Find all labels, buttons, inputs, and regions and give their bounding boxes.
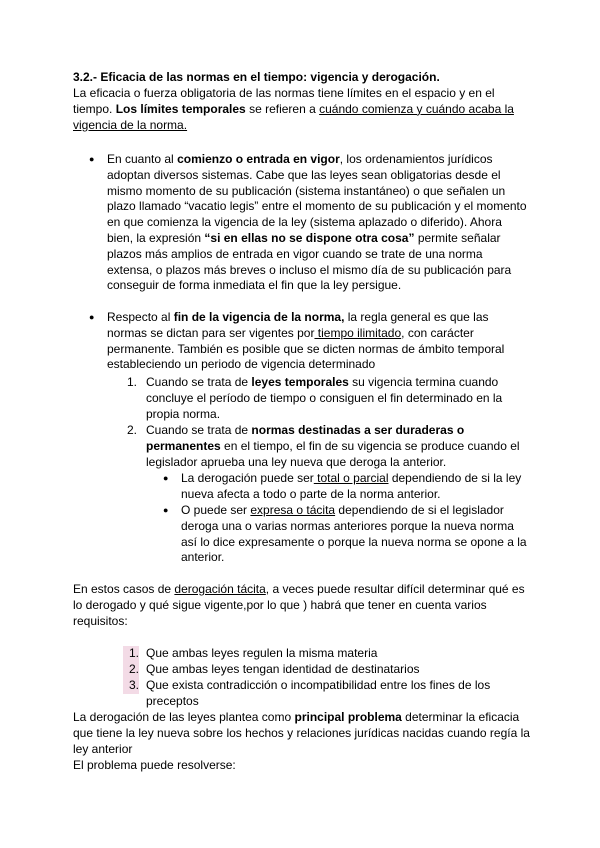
list-number: 1. bbox=[123, 646, 139, 662]
paragraph-principal-problema bbox=[73, 710, 533, 757]
sub1-pre: La derogación puede ser bbox=[181, 471, 314, 485]
paragraph-derogacion-tacita bbox=[73, 582, 533, 629]
list-number: 2. bbox=[126, 423, 137, 437]
intro-paragraph bbox=[73, 86, 533, 133]
bullet-dot-icon: ● bbox=[89, 154, 95, 164]
item2-tail: en el tiempo, el fin de su vigencia se produce cuando el legislador aprueba una ley nueva que deroga la anterior. bbox=[146, 438, 520, 469]
bullet2-mid: la regla general es que las normas se dictan para ser vigentes por bbox=[107, 310, 489, 340]
subbullet-total-parcial bbox=[181, 471, 531, 503]
para2-tail: determinar la eficacia que tiene la ley nueva sobre los hechos y relaciones jurídicas nacidas cuando regía la ley anterior bbox=[73, 710, 530, 756]
bullet1-tail: permite señalar plazos más amplios de entrada en vigor cuando se trate de una norma extensa, o plazos más breves o incluso el mismo día de su publicación para conseguir de forma inmediata el fin que la ley persigue. bbox=[107, 230, 512, 293]
list-item-leyes-temporales bbox=[146, 375, 531, 422]
intro-underline: cuándo comienza y cuándo acaba la vigencia de la norma. bbox=[73, 101, 514, 132]
requisito-item: Que exista contradicción o incompatibilidad entre los fines de los preceptos bbox=[146, 678, 491, 708]
para1-pre: En estos casos de bbox=[73, 582, 175, 596]
bullet2-bold: fin de la vigencia de la norma, bbox=[173, 310, 345, 324]
requisito-item: Que ambas leyes regulen la misma materia bbox=[146, 646, 378, 660]
sub1-underline: total o parcial bbox=[313, 471, 389, 485]
bullet1-bold2: “si en ellas no se dispone otra cosa” bbox=[204, 230, 415, 245]
item1-bold: leyes temporales bbox=[251, 375, 349, 389]
intro-bold: Los límites temporales bbox=[115, 101, 246, 116]
section-title: 3.2.- Eficacia de las normas en el tiempo: vigencia y derogación. bbox=[73, 70, 440, 84]
para2-pre: La derogación de las leyes plantea como bbox=[73, 710, 295, 724]
bullet2-underline: tiempo ilimitado bbox=[314, 325, 402, 340]
item2-pre: Cuando se trata de bbox=[146, 423, 252, 437]
list-number: 1. bbox=[126, 375, 137, 389]
item1-tail: su vigencia termina cuando concluye el período de tiempo o consiguen el fin determinado en la propia norma. bbox=[146, 375, 503, 421]
item2-bold: normas destinadas a ser duraderas o permanentes bbox=[146, 423, 465, 453]
para1-underline: derogación tácita bbox=[174, 582, 266, 596]
bullet2-pre: Respecto al bbox=[107, 310, 174, 324]
bullet1-body: , los ordenamientos jurídicos adoptan diversos sistemas. Cabe que las leyes sean obligatorias desde el mismo momento de su publicación (sistema instantáneo) o que señalen un plazo llamado “vacatio legis” entre el momento de su publicación y el momento en que comienza la vigencia de la ley (sistema aplazado o diferido). Ahora bien, la expresión bbox=[107, 152, 527, 245]
sub1-tail: dependiendo de si la ley nueva afecta a todo o parte de la norma anterior. bbox=[181, 471, 522, 501]
bullet1-bold: comienzo o entrada en vigor bbox=[177, 152, 340, 166]
list-item-normas-duraderas bbox=[146, 423, 531, 470]
requisito-item: Que ambas leyes tengan identidad de destinatarios bbox=[146, 662, 420, 676]
para2-bold: principal problema bbox=[294, 710, 402, 724]
sub2-pre: O puede ser bbox=[181, 503, 251, 517]
item1-pre: Cuando se trata de bbox=[146, 375, 252, 389]
sub2-underline: expresa o tácita bbox=[250, 503, 336, 517]
subbullet-expresa-tacita bbox=[181, 503, 531, 566]
bullet-dot-icon: ● bbox=[163, 473, 169, 483]
paragraph-resolver: El problema puede resolverse: bbox=[73, 758, 236, 772]
intro-text: La eficacia o fuerza obligatoria de las normas tiene límites en el espacio y en el tiempo. bbox=[73, 86, 495, 116]
bullet-fin-vigencia bbox=[107, 310, 527, 373]
bullet-dot-icon: ● bbox=[89, 312, 95, 322]
bullet-dot-icon: ● bbox=[163, 505, 169, 515]
sub2-tail: dependiendo de si el legislador deroga una o varias normas anteriores porque la nueva norma así lo dice expresamente o porque la nueva norma se opone a la anterior. bbox=[181, 503, 527, 565]
bullet1-pre: En cuanto al bbox=[107, 152, 178, 166]
list-number: 3. bbox=[123, 678, 139, 694]
bullet2-tail: , con carácter permanente. También es posible que se dicten normas de ámbito temporal estableciendo un periodo de vigencia determinado bbox=[107, 325, 505, 372]
para1-tail: , a veces puede resultar difícil determinar qué es lo derogado y qué sigue vigente,por lo que ) habrá que tener en cuenta varios requisitos: bbox=[73, 582, 525, 628]
intro-mid: se refieren a bbox=[245, 101, 320, 116]
list-number: 2. bbox=[123, 662, 139, 678]
bullet-entrada-vigor bbox=[107, 152, 527, 294]
